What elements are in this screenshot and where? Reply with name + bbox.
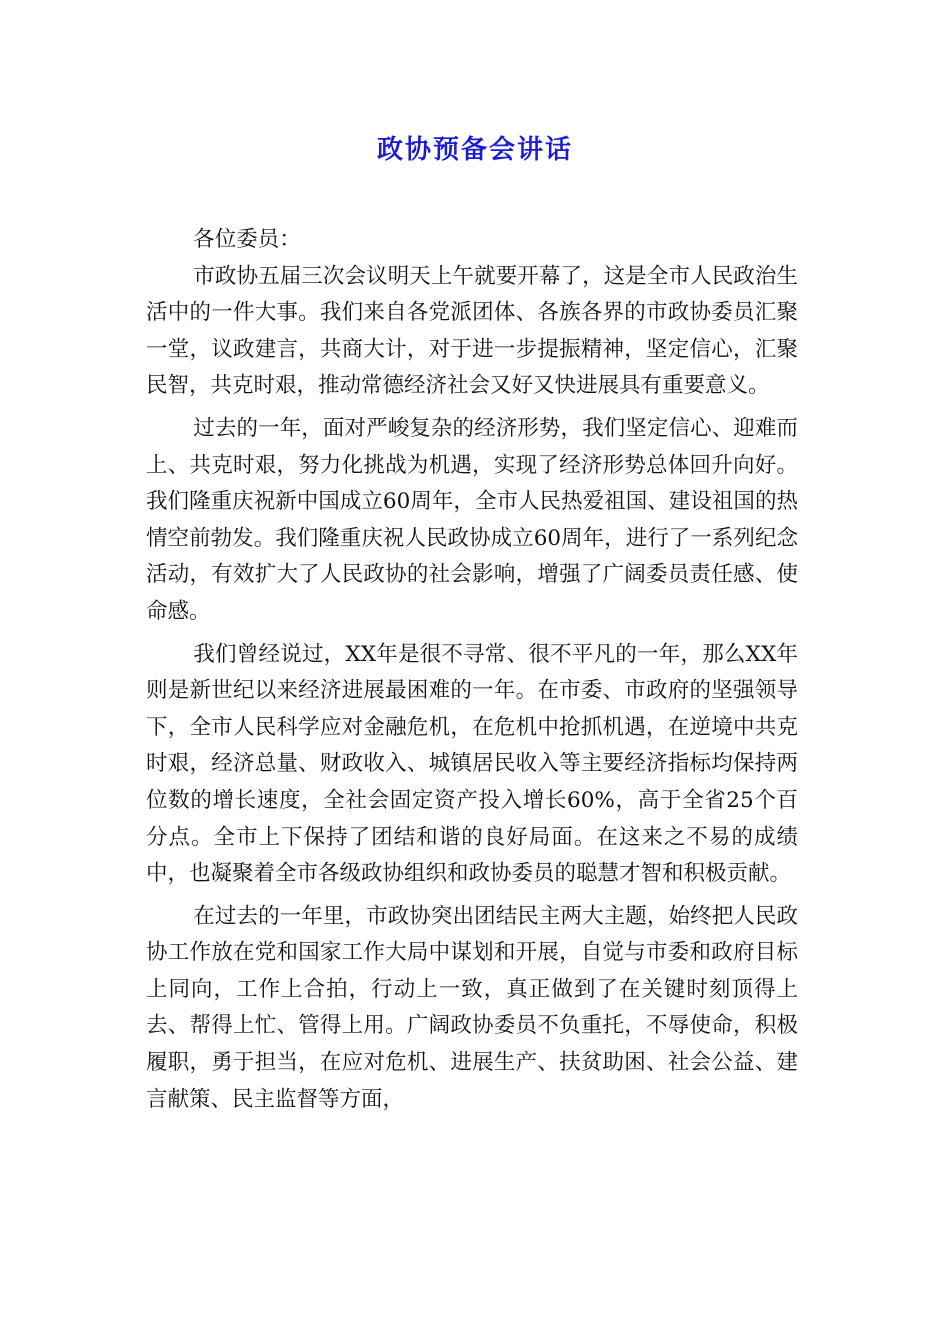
paragraph: 我们曾经说过，XX年是很不寻常、很不平凡的一年，那么XX年则是新世纪以来经济进展最困难的一年。在市委、市政府的坚强领导下，全市人民科学应对金融危机，在危机中抢抓机遇，在逆境中共克时艰，经济总量、财政收入、城镇居民收入等主要经济指标均保持两位数的增长速度，全社会固定资产投入增长60%，高于全省25个百分点。全市上下保持了团结和谐的良好局面。在这来之不易的成绩中，也凝聚着全市各级政协组织和政协委员的聪慧才智和积极贡献。 [146, 641, 798, 887]
paragraph: 在过去的一年里，市政协突出团结民主两大主题，始终把人民政协工作放在党和国家工作大局中谋划和开展，自觉与市委和政府目标上同向，工作上合拍，行动上一致，真正做到了在关键时刻顶得上去、帮得上忙、管得上用。广阔政协委员不负重托，不辱使命，积极履职，勇于担当，在应对危机、进展生产、扶贫助困、社会公益、建言献策、民主监督等方面， [146, 903, 798, 1112]
paragraph: 市政协五届三次会议明天上午就要开幕了，这是全市人民政治生活中的一件大事。我们来自各党派团体、各族各界的市政协委员汇聚一堂，议政建言，共商大计，对于进一步提振精神，坚定信心，汇聚民智，共克时艰，推动常德经济社会又好又快进展具有重要意义。 [146, 263, 798, 399]
document-body [146, 222, 798, 1118]
paragraph: 过去的一年，面对严峻复杂的经济形势，我们坚定信心、迎难而上、共克时艰，努力化挑战为机遇，实现了经济形势总体回升向好。我们隆重庆祝新中国成立60周年，全市人民热爱祖国、建设祖国的热情空前勃发。我们隆重庆祝人民政协成立60周年，进行了一系列纪念活动，有效扩大了人民政协的社会影响，增强了广阔委员责任感、使命感。 [146, 415, 798, 624]
greeting: 各位委员： [193, 227, 301, 252]
document-title: 政协预备会讲话 [376, 135, 573, 165]
